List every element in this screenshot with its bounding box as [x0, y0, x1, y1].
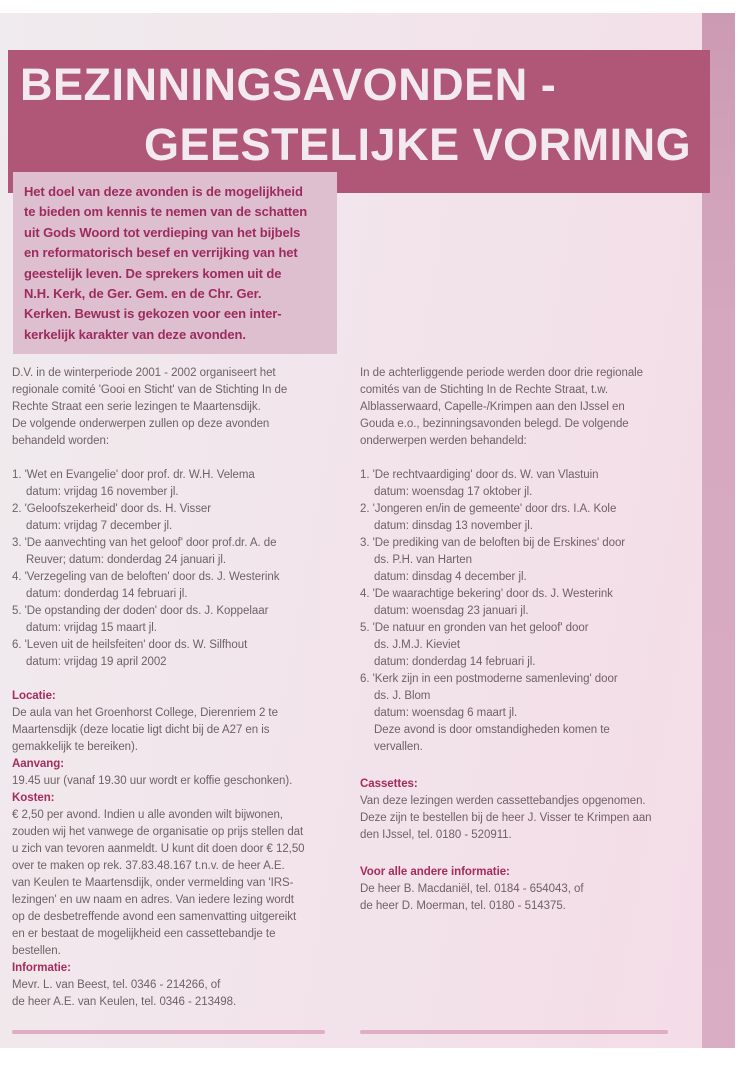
lecture-date-line: datum: donderdag 14 februari jl. — [26, 588, 188, 600]
section-text-line: 19.45 uur (vanaf 19.30 uur wordt er koffie geschonken). — [12, 775, 293, 787]
section-text-line: de heer D. Moerman, tel. 0180 - 514375. — [360, 900, 566, 912]
lecture-date-line: ds. J. Blom — [374, 690, 431, 702]
right-column — [360, 365, 704, 1011]
section-text-line: € 2,50 per avond. Indien u alle avonden wilt bijwonen, — [12, 809, 283, 821]
intro-text-line: geestelijk leven. De sprekers komen uit de — [24, 265, 282, 281]
lecture-date-line: datum: dinsdag 13 november jl. — [374, 520, 533, 532]
section-text-line: den IJssel, tel. 0180 - 520911. — [360, 829, 512, 841]
info-section — [12, 688, 342, 756]
lecture-list — [12, 467, 342, 671]
section-text-line: bestellen. — [12, 945, 61, 957]
body-columns — [12, 365, 704, 1011]
section-header: Voor alle andere informatie: — [360, 866, 510, 878]
lecture-date-line: datum: vrijdag 15 maart jl. — [26, 622, 157, 634]
lecture-title-line: 1. 'Wet en Evangelie' door prof. dr. W.H. Velema — [12, 469, 255, 481]
intro-text-line: uit Gods Woord tot verdieping van het bijbels — [24, 224, 301, 240]
lecture-item — [360, 467, 704, 501]
intro-text-line: N.H. Kerk, de Ger. Gem. en de Chr. Ger. — [24, 286, 262, 302]
lecture-title-line: 2. 'Geloofszekerheid' door ds. H. Visser — [12, 503, 212, 515]
intro-text-line: Het doel van deze avonden is de mogelijkheid — [24, 184, 303, 199]
intro-paragraph — [360, 365, 704, 450]
lecture-item — [360, 671, 704, 756]
section-text-line: De heer B. Macdaniël, tel. 0184 - 654043, of — [360, 883, 584, 895]
section-text-line: over te maken op rek. 37.83.48.167 t.n.v. de heer A.E. — [12, 860, 285, 872]
lecture-item — [12, 467, 342, 501]
left-column — [12, 365, 342, 1011]
lecture-date-line: ds. P.H. van Harten — [374, 554, 472, 566]
lecture-date-line: Reuver; datum: donderdag 24 januari jl. — [26, 554, 227, 566]
lecture-item — [360, 535, 704, 586]
info-section — [360, 776, 704, 844]
section-text-line: De aula van het Groenhorst College, Dierenriem 2 te — [12, 707, 278, 719]
page-title-line2: GEESTELIJKE VORMING — [144, 119, 692, 170]
section-text-line: Deze zijn te bestellen bij de heer J. Visser te Krimpen aan — [360, 812, 652, 824]
section-text-line: zouden wij het vanwege de organisatie op prijs stellen dat — [12, 826, 304, 838]
section-text-line: lezingen' en uw naam en adres. Van iedere lezing wordt — [12, 894, 294, 906]
section-header: Cassettes: — [360, 778, 418, 790]
lecture-date-line: datum: vrijdag 16 november jl. — [26, 486, 179, 498]
info-section — [12, 790, 342, 960]
lecture-title-line: 4. 'Verzegeling van de beloften' door ds. J. Westerink — [12, 571, 280, 583]
lecture-date-line: datum: donderdag 14 februari jl. — [374, 656, 536, 668]
section-text-line: Mevr. L. van Beest, tel. 0346 - 214266, of — [12, 979, 221, 991]
bottom-rule-right — [360, 1030, 668, 1034]
bottom-rule-left — [12, 1030, 325, 1034]
section-header: Kosten: — [12, 792, 55, 804]
info-section — [360, 864, 704, 915]
lecture-item — [12, 637, 342, 671]
section-header: Aanvang: — [12, 758, 64, 770]
section-text-line: u zich van tevoren aanmeldt. U kunt dit doen door € 12,50 — [12, 843, 305, 855]
lecture-title-line: 5. 'De natuur en gronden van het geloof' door — [360, 622, 589, 634]
lecture-item — [360, 620, 704, 671]
paragraph-line: In de achterliggende periode werden door drie regionale — [360, 367, 644, 379]
lecture-item — [12, 603, 342, 637]
lecture-date-line: ds. J.M.J. Kieviet — [374, 639, 461, 651]
lecture-item — [360, 501, 704, 535]
lecture-date-line: Deze avond is door omstandigheden komen te — [374, 724, 610, 736]
info-section — [12, 756, 342, 790]
section-header: Informatie: — [12, 962, 71, 974]
intro-paragraph — [12, 365, 342, 450]
intro-text-line: Kerken. Bewust is gekozen voor een inter- — [24, 306, 282, 322]
paragraph-line: comités van de Stichting In de Rechte Straat, t.w. — [360, 384, 609, 396]
section-text-line: op de desbetreffende avond een samenvatting uitgereikt — [12, 911, 297, 923]
paragraph-line: Alblasserwaard, Capelle-/Krimpen aan den IJssel en — [360, 401, 625, 413]
paragraph-line: Rechte Straat een serie lezingen te Maartensdijk. — [12, 401, 261, 413]
lecture-title-line: 4. 'De waarachtige bekering' door ds. J. Westerink — [360, 588, 613, 600]
lecture-title-line: 5. 'De opstanding der doden' door ds. J. Koppelaar — [12, 605, 269, 617]
lecture-title-line: 3. 'De prediking van de beloften bij de Erskines' door — [360, 537, 626, 549]
scanned-page — [0, 13, 735, 1048]
lecture-date-line: vervallen. — [374, 741, 423, 753]
section-text-line: de heer A.E. van Keulen, tel. 0346 - 213498. — [12, 996, 237, 1008]
section-text-line: en er bestaat de mogelijkheid een cassettebandje te — [12, 928, 276, 940]
lecture-date-line: datum: woensdag 6 maart jl. — [374, 707, 518, 719]
lecture-title-line: 6. 'Leven uit de heilsfeiten' door ds. W. Silfhout — [12, 639, 248, 651]
lecture-date-line: datum: woensdag 17 oktober jl. — [374, 486, 533, 498]
lecture-title-line: 2. 'Jongeren en/in de gemeente' door drs. I.A. Kole — [360, 503, 617, 515]
lecture-item — [360, 586, 704, 620]
lecture-item — [12, 569, 342, 603]
section-text-line: Van deze lezingen werden cassettebandjes opgenomen. — [360, 795, 646, 807]
lecture-title-line: 6. 'Kerk zijn in een postmoderne samenleving' door — [360, 673, 618, 685]
lecture-title-line: 1. 'De rechtvaardiging' door ds. W. van Vlastuin — [360, 469, 599, 481]
lecture-date-line: datum: woensdag 23 januari jl. — [374, 605, 529, 617]
paragraph-line: onderwerpen werden behandeld: — [360, 435, 527, 447]
section-text-line: Maartensdijk (deze locatie ligt dicht bij de A27 en is — [12, 724, 270, 736]
lecture-item — [12, 501, 342, 535]
intro-text-line: te bieden om kennis te nemen van de schatten — [24, 204, 308, 220]
lecture-date-line: datum: vrijdag 19 april 2002 — [26, 656, 167, 668]
paragraph-line: De volgende onderwerpen zullen op deze avonden — [12, 418, 270, 430]
paragraph-line: D.V. in de winterperiode 2001 - 2002 organiseert het — [12, 367, 276, 379]
intro-highlight-box — [13, 172, 337, 354]
page-title-line1: BEZINNINGSAVONDEN - — [20, 59, 557, 110]
lecture-date-line: datum: dinsdag 4 december jl. — [374, 571, 527, 583]
lecture-date-line: datum: vrijdag 7 december jl. — [26, 520, 173, 532]
intro-text-line: en reformatorisch besef en verrijking van het — [24, 245, 298, 261]
intro-text-line: kerkelijk karakter van deze avonden. — [24, 326, 246, 342]
paragraph-line: regionale comité 'Gooi en Sticht' van de Stichting In de — [12, 384, 288, 396]
lecture-title-line: 3. 'De aanvechting van het geloof' door prof.dr. A. de — [12, 537, 277, 549]
section-text-line: van Keulen te Maartensdijk, onder vermelding van 'IRS- — [12, 877, 294, 889]
lecture-item — [12, 535, 342, 569]
lecture-list — [360, 467, 704, 756]
section-header: Locatie: — [12, 690, 56, 702]
paragraph-line: Gouda e.o., bezinningsavonden belegd. De volgende — [360, 418, 629, 430]
section-text-line: gemakkelijk te bereiken). — [12, 741, 138, 753]
paragraph-line: behandeld worden: — [12, 435, 109, 447]
info-section — [12, 960, 342, 1011]
